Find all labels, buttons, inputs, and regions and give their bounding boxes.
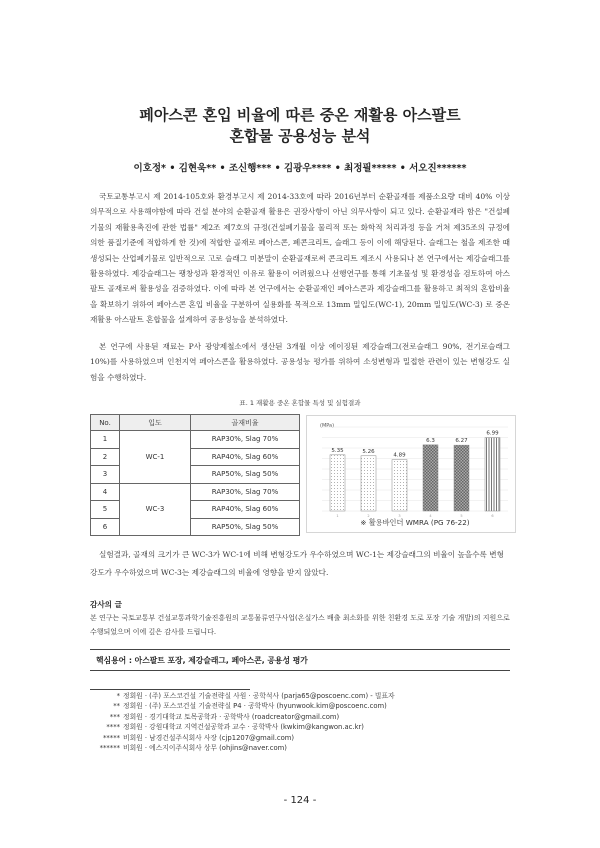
paragraph-text: 본 연구에 사용된 재료는 P사 광양제철소에서 생산된 3개월 이상 에이징된 제강슬래그(전로슬래그 90%, 전기로슬래그 10%)를 사용하였으며 인천지역 페아스콘을 활용하였다. 공용성능 평가를 위하여 소성변형과 밀접한 관련이 있는 변형강도 실험을 수행하였다. <box>90 342 510 382</box>
footnote-text: 정회원 · (주) 포스코건설 기술전략실 P4 · 공학박사 (hyunwook.kim@poscoenc.com) <box>123 702 387 711</box>
footnote-item <box>90 722 470 732</box>
cell-no: 1 <box>91 431 120 449</box>
results-table <box>90 414 300 536</box>
chart-bar <box>330 455 345 511</box>
cell-no: 3 <box>91 466 120 484</box>
cell-ratio: RAP30%, Slag 70% <box>191 431 300 449</box>
cell-gradation: WC-1 <box>120 431 191 484</box>
table-row <box>91 431 300 449</box>
footnote-item <box>90 691 470 701</box>
paragraph-text: 실험결과, 골재의 크기가 큰 WC-3가 WC-1에 비해 변형강도가 우수하였으며 WC-1는 제강슬래그의 비율이 높을수록 변형강도가 우수하였으며 WC-3는 제강슬래그의 비율에 영향을 받지 않았다. <box>90 550 504 577</box>
chart-x-tick-label: 6 <box>491 514 494 518</box>
cell-ratio: RAP50%, Slag 50% <box>191 466 300 484</box>
chart-bar <box>392 460 407 511</box>
chart-data-label: 6.27 <box>455 438 468 445</box>
paragraph-text: 국토교통부고시 제 2014-105호와 환경부고시 제 2014-33호에 따라 2016년부터 순환골재를 제품소요량 대비 40% 이상 의무적으로 사용해야함에 따라 건설 분야의 순환골재 활용은 권장사항이 아닌 의무사항이 되고 있다. 순환골재라 함은 "건설폐기물의 재활용촉진에 관한 법률" 제2조 제7호의 규정(건설폐기물을 물리적 또는 화학적 처리과정 등을 거쳐 제35조의 규정에 의한 품질기준에 적합하게 한 것)에 적합한 골재로 페아스콘, 폐콘크리트, 슬래그 등이 이에 해당된다. 슬래그는 철을 제조한 때 생성되는 산업폐기물로 일반적으로 고로 슬래그 미분말이 순환골재로써 콘크리트 제조시 사용되나 본 연구에서는 제강슬래그를 활용하였다. 제강슬래그는 팽창성과 환경적인 이유로 활용이 어려웠으나 선행연구를 통해 기초물성 및 환경성을 검토하여 아스팔트 골재로써 활용성을 검증하였다. 이에 따라 본 연구에서는 순환골재인 페아스콘과 제강슬래그를 활용하고 최적의 혼합비율을 확보하기 위하여 페아스콘 혼입 비율을 구분하여 실용화를 목적으로 13mm 밀입도(WC-1), 20mm 밀입도(WC-3) 로 중온 재활용 아스팔트 혼합물을 설계하여 공용성능을 분석하였다. <box>90 192 510 325</box>
chart-bar <box>361 456 376 511</box>
chart-data-label: 6.99 <box>486 430 499 437</box>
footnote-mark: * <box>116 692 120 700</box>
footnote-text: 정회원 · (주) 포스코건설 기술전략실 사원 · 공학석사 (parja65@poscoenc.com) - 빌표자 <box>123 692 395 700</box>
footnote-text: 비회원 · 에스지이주식회사 상무 (ohjins@naver.com) <box>123 744 287 753</box>
header-no: No. <box>91 415 120 431</box>
footnote-mark: ** <box>113 702 120 711</box>
footnote-mark: ***** <box>103 733 120 742</box>
footnote-mark: **** <box>106 723 120 732</box>
chart-caption: ※ 활용바인더 WMRA (PG 76-22) <box>360 518 470 527</box>
footnote-text: 정회원 · 경기대학교 토목공학과 · 공학박사 (roadcreator@gmail.com) <box>123 712 340 721</box>
cell-ratio: RAP40%, Slag 60% <box>191 448 300 466</box>
chart-bar <box>485 438 500 511</box>
body-paragraph-1 <box>90 189 510 328</box>
footnote-item <box>90 743 470 753</box>
cell-gradation: WC-3 <box>120 483 191 536</box>
paper-title-line1: 페아스콘 혼입 비율에 따른 중온 재활용 아스팔트 <box>139 106 461 124</box>
deformation-strength-chart <box>306 415 516 533</box>
chart-data-label: 5.35 <box>331 447 344 454</box>
footnote-item <box>90 712 470 722</box>
author-list: 이호정* • 김현욱** • 조신행*** • 김광우**** • 최정필***** • 서오진****** <box>133 163 467 174</box>
acknowledgement-heading: 감사의 글 <box>90 600 122 609</box>
chart-data-label: 5.26 <box>362 448 375 455</box>
chart-x-tick-label: 4 <box>429 514 432 518</box>
acknowledgement-text: 본 연구는 국토교통부 건설교통과학기술진흥원의 교통물류연구사업(온실가스 배출 최소화를 위한 친환경 도로 포장 기술 개발)의 지원으로 수행되었으며 이에 깊은 감사를 드립니다. <box>90 614 510 636</box>
chart-x-tick-label: 5 <box>460 514 463 518</box>
table-header-row <box>91 415 300 431</box>
footnote-divider <box>90 689 250 690</box>
cell-no: 4 <box>91 483 120 501</box>
footnote-mark: *** <box>109 712 120 721</box>
header-aggregate-ratio: 골재비율 <box>191 415 300 431</box>
cell-ratio: RAP40%, Slag 60% <box>191 501 300 519</box>
chart-bar <box>423 445 438 511</box>
footnote-list <box>90 691 470 753</box>
footnote-item <box>90 733 470 743</box>
cell-ratio: RAP30%, Slag 70% <box>191 483 300 501</box>
paper-title-line2: 혼합물 공용성능 분석 <box>229 127 371 145</box>
table-row <box>91 483 300 501</box>
chart-data-label: 6.3 <box>426 437 435 444</box>
header-gradation: 입도 <box>120 415 191 431</box>
keywords-box: 핵심용어 : 아스팔트 포장, 제강슬래그, 페아스콘, 공용성 평가 <box>90 649 510 671</box>
body-paragraph-2 <box>90 339 510 385</box>
cell-no: 2 <box>91 448 120 466</box>
cell-no: 5 <box>91 501 120 519</box>
footnote-text: 정회원 · 강원대학교 지역건설공학과 교수 · 공학박사 (kwkim@kangwon.ac.kr) <box>123 723 364 732</box>
cell-ratio: RAP50%, Slag 50% <box>191 518 300 536</box>
footnote-item <box>90 701 470 711</box>
chart-bar <box>454 445 469 511</box>
chart-x-tick-label: 2 <box>367 514 370 518</box>
footnote-mark: ****** <box>99 744 120 753</box>
chart-y-axis-label: (MPa) <box>320 423 335 429</box>
footnote-text: 비회원 · 남경건설주식회사 사장 (cjp1207@gmail.com) <box>123 733 295 742</box>
chart-x-tick-label: 1 <box>336 514 339 518</box>
chart-x-tick-label: 3 <box>398 514 401 518</box>
page-number: - 124 - <box>283 795 317 806</box>
table-caption: 표. 1 재활용 중온 혼합물 특성 및 실험결과 <box>239 399 361 407</box>
cell-no: 6 <box>91 518 120 536</box>
chart-data-label: 4.89 <box>393 452 406 459</box>
body-paragraph-3 <box>90 546 510 582</box>
